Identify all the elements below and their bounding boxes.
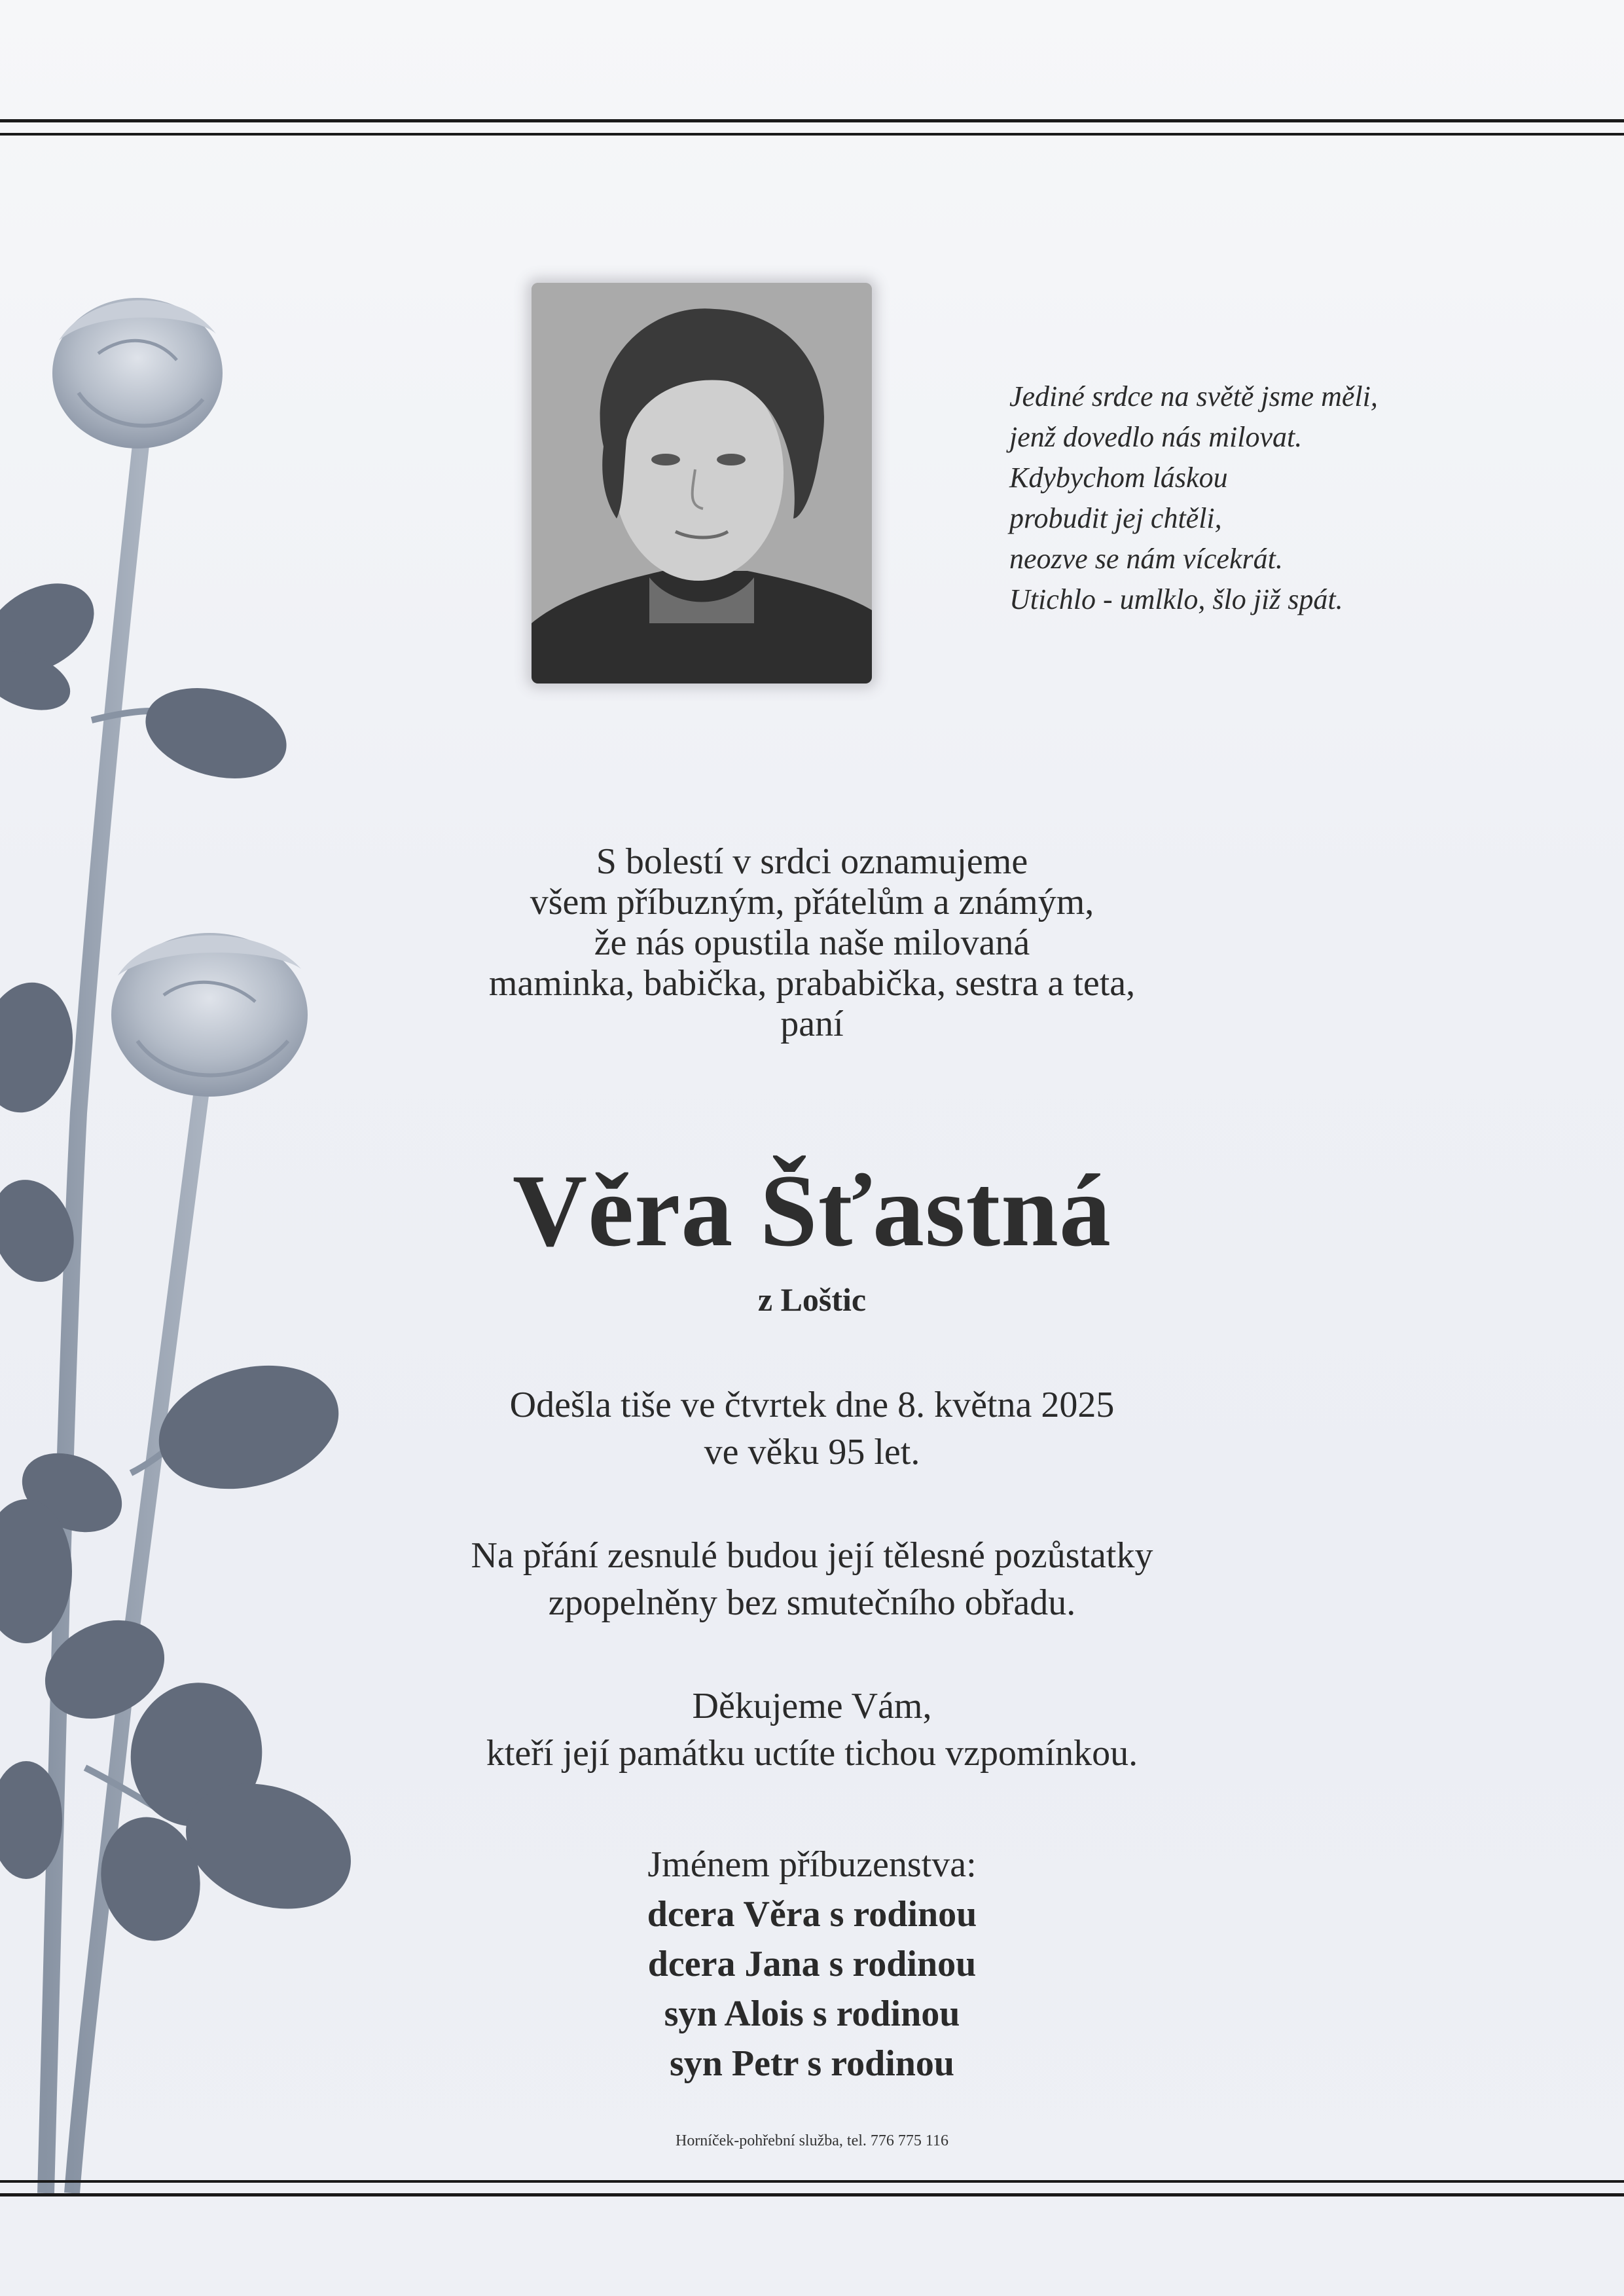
intro-line: paní: [780, 1004, 844, 1044]
family-member: dcera Věra s rodinou: [647, 1894, 977, 1935]
portrait-icon: [532, 283, 872, 683]
family-member: syn Petr s rodinou: [669, 2043, 955, 2084]
top-border-line-inner: [0, 133, 1624, 136]
thanks-text: [0, 1683, 1624, 1777]
funeral-service-footer: Horníček-pohřební služba, tel. 776 775 116: [675, 2132, 948, 2149]
intro-line: všem příbuzným, přátelům a známým,: [530, 882, 1094, 922]
family-signature: [0, 1840, 1624, 2088]
intro-line: S bolestí v srdci oznamujeme: [596, 841, 1028, 882]
poem-line: Kdybychom láskou: [1009, 462, 1228, 494]
wish-line: zpopelněny bez smutečního obřadu.: [548, 1582, 1076, 1623]
passing-info: [0, 1381, 1624, 1476]
family-member: dcera Jana s rodinou: [647, 1944, 977, 1984]
family-heading: Jménem příbuzenstva:: [647, 1844, 977, 1885]
poem: [1009, 376, 1533, 620]
deceased-origin: z Loštic: [757, 1281, 867, 1318]
poem-line: Jediné srdce na světě jsme měli,: [1009, 380, 1378, 412]
portrait-photo: [532, 283, 872, 683]
rose-top: [52, 298, 223, 448]
funeral-wish: [0, 1532, 1624, 1626]
wish-line: Na přání zesnulé budou její tělesné pozůstatky: [471, 1535, 1153, 1576]
deceased-name: Věra Šťastná: [512, 1154, 1112, 1268]
bottom-border-line-inner: [0, 2180, 1624, 2183]
announcement-intro: [0, 841, 1624, 1044]
intro-line: že nás opustila naše milovaná: [594, 922, 1030, 963]
passing-line: ve věku 95 let.: [704, 1432, 920, 1472]
top-border-line: [0, 119, 1624, 122]
family-member: syn Alois s rodinou: [664, 1994, 960, 2034]
thanks-line: Děkujeme Vám,: [692, 1686, 932, 1726]
poem-line: Utichlo - umlklo, šlo již spát.: [1009, 583, 1343, 615]
poem-line: jenž dovedlo nás milovat.: [1009, 421, 1303, 453]
passing-line: Odešla tiše ve čtvrtek dne 8. května 2025: [509, 1385, 1115, 1425]
thanks-line: kteří její památku uctíte tichou vzpomínkou.: [486, 1733, 1138, 1774]
intro-line: maminka, babička, prababička, sestra a teta,: [488, 963, 1136, 1004]
poem-line: probudit jej chtěli,: [1009, 502, 1222, 534]
poem-line: neozve se nám vícekrát.: [1009, 543, 1283, 575]
bottom-border-line: [0, 2193, 1624, 2196]
